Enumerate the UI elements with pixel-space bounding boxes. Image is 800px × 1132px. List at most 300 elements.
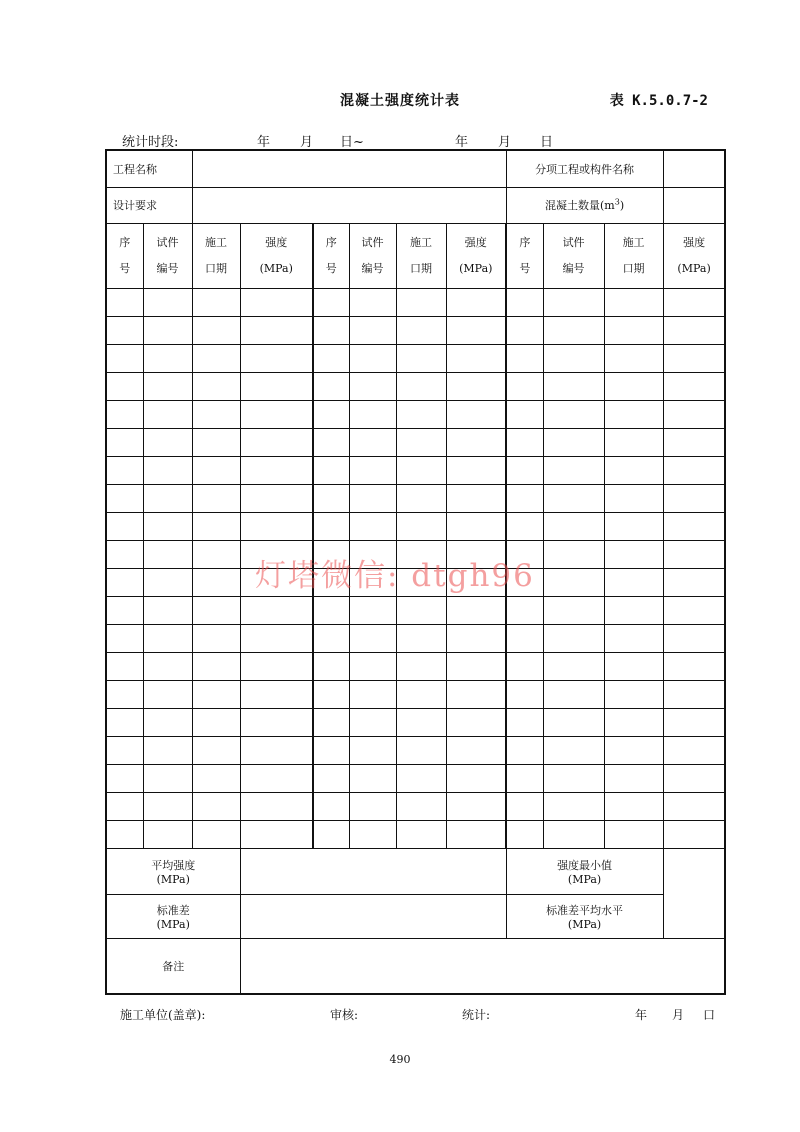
data-cell[interactable]	[313, 568, 349, 596]
data-cell[interactable]	[604, 708, 663, 736]
data-cell[interactable]	[192, 708, 240, 736]
data-cell[interactable]	[192, 540, 240, 568]
data-cell[interactable]	[192, 288, 240, 316]
data-cell[interactable]	[543, 596, 604, 624]
data-cell[interactable]	[240, 792, 313, 820]
data-cell[interactable]	[543, 792, 604, 820]
data-cell[interactable]	[543, 372, 604, 400]
data-cell[interactable]	[543, 680, 604, 708]
data-cell[interactable]	[604, 652, 663, 680]
data-cell[interactable]	[543, 736, 604, 764]
data-cell[interactable]	[506, 372, 543, 400]
data-cell[interactable]	[349, 624, 396, 652]
data-cell[interactable]	[240, 820, 313, 848]
data-cell[interactable]	[313, 456, 349, 484]
data-cell[interactable]	[604, 624, 663, 652]
data-cell[interactable]	[663, 792, 725, 820]
project-name-label: 工程名称	[106, 150, 192, 187]
data-cell[interactable]	[106, 540, 143, 568]
data-cell[interactable]	[240, 484, 313, 512]
data-cell[interactable]	[446, 736, 506, 764]
data-cell[interactable]	[663, 652, 725, 680]
data-cell[interactable]	[446, 708, 506, 736]
data-cell[interactable]	[543, 428, 604, 456]
data-cell[interactable]	[349, 428, 396, 456]
project-name-value[interactable]	[192, 150, 506, 187]
data-cell[interactable]	[506, 652, 543, 680]
data-cell[interactable]	[240, 764, 313, 792]
data-cell[interactable]	[446, 344, 506, 372]
data-cell[interactable]	[604, 456, 663, 484]
table-row	[106, 820, 725, 848]
data-cell[interactable]	[313, 288, 349, 316]
subitem-label: 分项工程或构件名称	[506, 150, 663, 187]
data-cell[interactable]	[143, 736, 192, 764]
data-cell[interactable]	[604, 428, 663, 456]
data-cell[interactable]	[543, 764, 604, 792]
col-strength: 强度 (MPa)	[663, 223, 725, 288]
data-cell[interactable]	[663, 568, 725, 596]
col-construction-date: 施工 口期	[604, 223, 663, 288]
data-cell[interactable]	[663, 736, 725, 764]
data-cell[interactable]	[506, 736, 543, 764]
data-cell[interactable]	[663, 820, 725, 848]
col-seq: 序 号	[313, 223, 349, 288]
data-cell[interactable]	[192, 512, 240, 540]
data-cell[interactable]	[543, 652, 604, 680]
project-row	[106, 150, 725, 187]
data-cell[interactable]	[143, 820, 192, 848]
data-cell[interactable]	[506, 428, 543, 456]
table-row	[106, 568, 725, 596]
data-cell[interactable]	[663, 624, 725, 652]
data-cell[interactable]	[240, 736, 313, 764]
data-cell[interactable]	[143, 624, 192, 652]
data-cell[interactable]	[240, 428, 313, 456]
data-cell[interactable]	[396, 400, 446, 428]
min-value[interactable]	[663, 848, 725, 938]
data-cell[interactable]	[106, 568, 143, 596]
data-cell[interactable]	[663, 540, 725, 568]
data-cell[interactable]	[396, 456, 446, 484]
data-cell[interactable]	[143, 652, 192, 680]
data-cell[interactable]	[192, 680, 240, 708]
data-cell[interactable]	[396, 652, 446, 680]
table-row	[106, 512, 725, 540]
period-month2: 月	[498, 135, 512, 150]
data-cell[interactable]	[446, 652, 506, 680]
data-cell[interactable]	[604, 736, 663, 764]
data-cell[interactable]	[543, 456, 604, 484]
data-cell[interactable]	[192, 596, 240, 624]
data-cell[interactable]	[143, 540, 192, 568]
data-cell[interactable]	[106, 652, 143, 680]
data-cell[interactable]	[143, 792, 192, 820]
col-strength: 强度 (MPa)	[240, 223, 313, 288]
remarks-value[interactable]	[240, 938, 725, 994]
col-seq: 序 号	[106, 223, 143, 288]
data-cell[interactable]	[506, 596, 543, 624]
data-cell[interactable]	[396, 372, 446, 400]
data-cell[interactable]	[604, 512, 663, 540]
data-cell[interactable]	[506, 316, 543, 344]
data-cell[interactable]	[313, 372, 349, 400]
column-header-row	[106, 223, 725, 288]
data-cell[interactable]	[506, 512, 543, 540]
data-cell[interactable]	[313, 596, 349, 624]
data-cell[interactable]	[240, 680, 313, 708]
data-cell[interactable]	[106, 736, 143, 764]
data-cell[interactable]	[106, 428, 143, 456]
design-req-label: 设计要求	[106, 187, 192, 223]
data-cell[interactable]	[313, 428, 349, 456]
table-code: 表 K.5.0.7-2	[609, 93, 708, 109]
data-cell[interactable]	[192, 484, 240, 512]
data-cell[interactable]	[143, 372, 192, 400]
data-cell[interactable]	[349, 344, 396, 372]
data-cell[interactable]	[543, 708, 604, 736]
data-cell[interactable]	[396, 288, 446, 316]
data-cell[interactable]	[192, 568, 240, 596]
data-cell[interactable]	[543, 512, 604, 540]
data-cell[interactable]	[106, 484, 143, 512]
std-level-label: 标准差平均水平 (MPa)	[506, 894, 663, 938]
data-cell[interactable]	[446, 792, 506, 820]
col-construction-date: 施工 口期	[396, 223, 446, 288]
data-cell[interactable]	[106, 792, 143, 820]
data-cell[interactable]	[396, 680, 446, 708]
data-cell[interactable]	[349, 568, 396, 596]
data-cell[interactable]	[192, 652, 240, 680]
data-cell[interactable]	[313, 624, 349, 652]
table-row	[106, 652, 725, 680]
data-cell[interactable]	[663, 680, 725, 708]
data-cell[interactable]	[192, 820, 240, 848]
data-cell[interactable]	[349, 512, 396, 540]
data-cell[interactable]	[506, 540, 543, 568]
data-cell[interactable]	[396, 792, 446, 820]
data-cell[interactable]	[604, 568, 663, 596]
data-cell[interactable]	[349, 484, 396, 512]
data-cell[interactable]	[313, 484, 349, 512]
table-row	[106, 344, 725, 372]
data-cell[interactable]	[192, 736, 240, 764]
data-cell[interactable]	[604, 316, 663, 344]
data-cell[interactable]	[446, 624, 506, 652]
data-cell[interactable]	[506, 624, 543, 652]
data-cell[interactable]	[143, 596, 192, 624]
data-cell[interactable]	[604, 540, 663, 568]
data-cell[interactable]	[663, 596, 725, 624]
data-cell[interactable]	[396, 624, 446, 652]
data-cell[interactable]	[604, 764, 663, 792]
data-cell[interactable]	[143, 288, 192, 316]
data-cell[interactable]	[446, 820, 506, 848]
data-cell[interactable]	[143, 680, 192, 708]
data-cell[interactable]	[506, 568, 543, 596]
data-cell[interactable]	[604, 484, 663, 512]
data-cell[interactable]	[396, 428, 446, 456]
data-cell[interactable]	[349, 288, 396, 316]
statistics-table	[105, 149, 726, 995]
data-cell[interactable]	[313, 316, 349, 344]
quantity-value[interactable]	[663, 187, 725, 223]
data-cell[interactable]	[106, 512, 143, 540]
data-cell[interactable]	[663, 484, 725, 512]
data-cell[interactable]	[349, 596, 396, 624]
summary-row-std	[106, 894, 725, 938]
data-cell[interactable]	[506, 288, 543, 316]
data-cell[interactable]	[446, 456, 506, 484]
data-cell[interactable]	[240, 512, 313, 540]
data-cell[interactable]	[349, 792, 396, 820]
data-cell[interactable]	[240, 400, 313, 428]
data-cell[interactable]	[604, 400, 663, 428]
data-cell[interactable]	[313, 680, 349, 708]
data-cell[interactable]	[349, 680, 396, 708]
data-cell[interactable]	[604, 680, 663, 708]
data-cell[interactable]	[506, 820, 543, 848]
data-cell[interactable]	[240, 708, 313, 736]
data-cell[interactable]	[143, 344, 192, 372]
footer-review: 审核:	[330, 1008, 359, 1022]
data-cell[interactable]	[446, 428, 506, 456]
footer-year: 年	[635, 1008, 648, 1022]
data-cell[interactable]	[106, 400, 143, 428]
footer-month: 月	[672, 1008, 685, 1022]
data-cell[interactable]	[506, 764, 543, 792]
table-row	[106, 624, 725, 652]
data-cell[interactable]	[604, 792, 663, 820]
col-construction-date: 施工 口期	[192, 223, 240, 288]
data-cell[interactable]	[663, 288, 725, 316]
period-month: 月	[300, 135, 314, 150]
data-cell[interactable]	[106, 456, 143, 484]
table-row	[106, 456, 725, 484]
table-row	[106, 400, 725, 428]
data-cell[interactable]	[240, 652, 313, 680]
data-cell[interactable]	[446, 288, 506, 316]
data-cell[interactable]	[396, 540, 446, 568]
data-cell[interactable]	[106, 624, 143, 652]
data-cell[interactable]	[106, 344, 143, 372]
data-cell[interactable]	[192, 456, 240, 484]
data-cell[interactable]	[313, 708, 349, 736]
data-cell[interactable]	[446, 512, 506, 540]
data-cell[interactable]	[192, 316, 240, 344]
data-cell[interactable]	[604, 596, 663, 624]
data-cell[interactable]	[349, 316, 396, 344]
col-specimen: 试件 编号	[143, 223, 192, 288]
data-cell[interactable]	[106, 316, 143, 344]
table-row	[106, 736, 725, 764]
data-cell[interactable]	[106, 764, 143, 792]
data-cell[interactable]	[663, 316, 725, 344]
table-row	[106, 792, 725, 820]
data-cell[interactable]	[543, 568, 604, 596]
table-row	[106, 288, 725, 316]
data-cell[interactable]	[143, 708, 192, 736]
data-cell[interactable]	[396, 512, 446, 540]
data-cell[interactable]	[663, 428, 725, 456]
data-cell[interactable]	[313, 512, 349, 540]
data-cell[interactable]	[396, 484, 446, 512]
data-cell[interactable]	[506, 680, 543, 708]
data-cell[interactable]	[396, 708, 446, 736]
data-cell[interactable]	[106, 288, 143, 316]
page-title: 混凝土强度统计表	[340, 93, 460, 109]
col-specimen: 试件 编号	[349, 223, 396, 288]
data-cell[interactable]	[543, 344, 604, 372]
data-cell[interactable]	[396, 568, 446, 596]
data-cell[interactable]	[396, 344, 446, 372]
data-cell[interactable]	[506, 708, 543, 736]
data-cell[interactable]	[349, 652, 396, 680]
data-cell[interactable]	[106, 708, 143, 736]
data-cell[interactable]	[604, 344, 663, 372]
data-cell[interactable]	[506, 400, 543, 428]
data-cell[interactable]	[349, 820, 396, 848]
data-cell[interactable]	[604, 820, 663, 848]
data-cell[interactable]	[396, 820, 446, 848]
data-cell[interactable]	[192, 372, 240, 400]
data-cell[interactable]	[240, 372, 313, 400]
data-cell[interactable]	[349, 400, 396, 428]
data-cell[interactable]	[396, 736, 446, 764]
table-row	[106, 764, 725, 792]
avg-value[interactable]	[240, 848, 506, 894]
data-cell[interactable]	[240, 624, 313, 652]
table-row	[106, 428, 725, 456]
data-cell[interactable]	[446, 680, 506, 708]
data-cell[interactable]	[106, 820, 143, 848]
data-cell[interactable]	[313, 400, 349, 428]
data-cell[interactable]	[349, 540, 396, 568]
data-cell[interactable]	[543, 820, 604, 848]
data-cell[interactable]	[143, 568, 192, 596]
data-cell[interactable]	[349, 736, 396, 764]
data-cell[interactable]	[604, 372, 663, 400]
data-cell[interactable]	[396, 316, 446, 344]
remarks-label: 备注	[106, 938, 240, 994]
col-specimen: 试件 编号	[543, 223, 604, 288]
data-cell[interactable]	[143, 456, 192, 484]
data-cell[interactable]	[240, 456, 313, 484]
data-cell[interactable]	[313, 652, 349, 680]
data-cell[interactable]	[543, 288, 604, 316]
data-cell[interactable]	[240, 344, 313, 372]
data-cell[interactable]	[192, 792, 240, 820]
subitem-value[interactable]	[663, 150, 725, 187]
data-cell[interactable]	[446, 540, 506, 568]
design-row	[106, 187, 725, 223]
quantity-label: 混凝土数量$(m^3)$	[506, 187, 663, 223]
data-cell[interactable]	[240, 288, 313, 316]
data-cell[interactable]	[446, 764, 506, 792]
data-cell[interactable]	[143, 316, 192, 344]
data-cell[interactable]	[313, 540, 349, 568]
data-cell[interactable]	[192, 344, 240, 372]
data-cell[interactable]	[349, 456, 396, 484]
period-day2: 日	[540, 135, 554, 150]
period-year2: 年	[455, 135, 469, 150]
table-row	[106, 708, 725, 736]
data-cell[interactable]	[240, 596, 313, 624]
data-cell[interactable]	[143, 764, 192, 792]
design-req-value[interactable]	[192, 187, 506, 223]
data-cell[interactable]	[506, 484, 543, 512]
data-cell[interactable]	[313, 820, 349, 848]
data-cell[interactable]	[313, 764, 349, 792]
data-cell[interactable]	[604, 288, 663, 316]
data-cell[interactable]	[446, 484, 506, 512]
data-cell[interactable]	[446, 596, 506, 624]
data-cell[interactable]	[192, 400, 240, 428]
data-cell[interactable]	[313, 792, 349, 820]
data-cell[interactable]	[663, 344, 725, 372]
data-cell[interactable]	[506, 792, 543, 820]
table-row	[106, 680, 725, 708]
data-cell[interactable]	[663, 764, 725, 792]
data-cell[interactable]	[192, 764, 240, 792]
data-cell[interactable]	[192, 624, 240, 652]
footer-day: 口	[703, 1008, 716, 1022]
data-cell[interactable]	[313, 736, 349, 764]
period-year: 年	[257, 135, 271, 150]
data-cell[interactable]	[240, 540, 313, 568]
data-cell[interactable]	[240, 316, 313, 344]
data-cell[interactable]	[396, 596, 446, 624]
data-cell[interactable]	[446, 372, 506, 400]
data-cell[interactable]	[543, 316, 604, 344]
data-cell[interactable]	[106, 596, 143, 624]
data-cell[interactable]	[543, 484, 604, 512]
data-cell[interactable]	[349, 372, 396, 400]
avg-label: 平均强度 (MPa)	[106, 848, 240, 894]
data-cell[interactable]	[396, 764, 446, 792]
data-cell[interactable]	[543, 400, 604, 428]
std-label: 标准差 (MPa)	[106, 894, 240, 938]
data-cell[interactable]	[663, 512, 725, 540]
data-cell[interactable]	[446, 316, 506, 344]
data-cell[interactable]	[143, 484, 192, 512]
std-value[interactable]	[240, 894, 506, 938]
data-cell[interactable]	[543, 540, 604, 568]
data-cell[interactable]	[349, 708, 396, 736]
data-cell[interactable]	[506, 344, 543, 372]
data-cell[interactable]	[106, 680, 143, 708]
data-cell[interactable]	[106, 372, 143, 400]
data-cell[interactable]	[240, 568, 313, 596]
data-cell[interactable]	[143, 428, 192, 456]
data-cell[interactable]	[663, 708, 725, 736]
data-cell[interactable]	[663, 456, 725, 484]
period-day-range: 日~	[340, 135, 364, 150]
data-cell[interactable]	[446, 568, 506, 596]
page-number: 490	[389, 1053, 411, 1066]
data-cell[interactable]	[313, 344, 349, 372]
table-row	[106, 316, 725, 344]
data-cell[interactable]	[349, 764, 396, 792]
data-cell[interactable]	[192, 428, 240, 456]
data-cell[interactable]	[506, 456, 543, 484]
data-cell[interactable]	[663, 372, 725, 400]
data-cell[interactable]	[143, 512, 192, 540]
data-cell[interactable]	[663, 400, 725, 428]
data-cell[interactable]	[143, 400, 192, 428]
data-cell[interactable]	[446, 400, 506, 428]
data-cell[interactable]	[543, 624, 604, 652]
